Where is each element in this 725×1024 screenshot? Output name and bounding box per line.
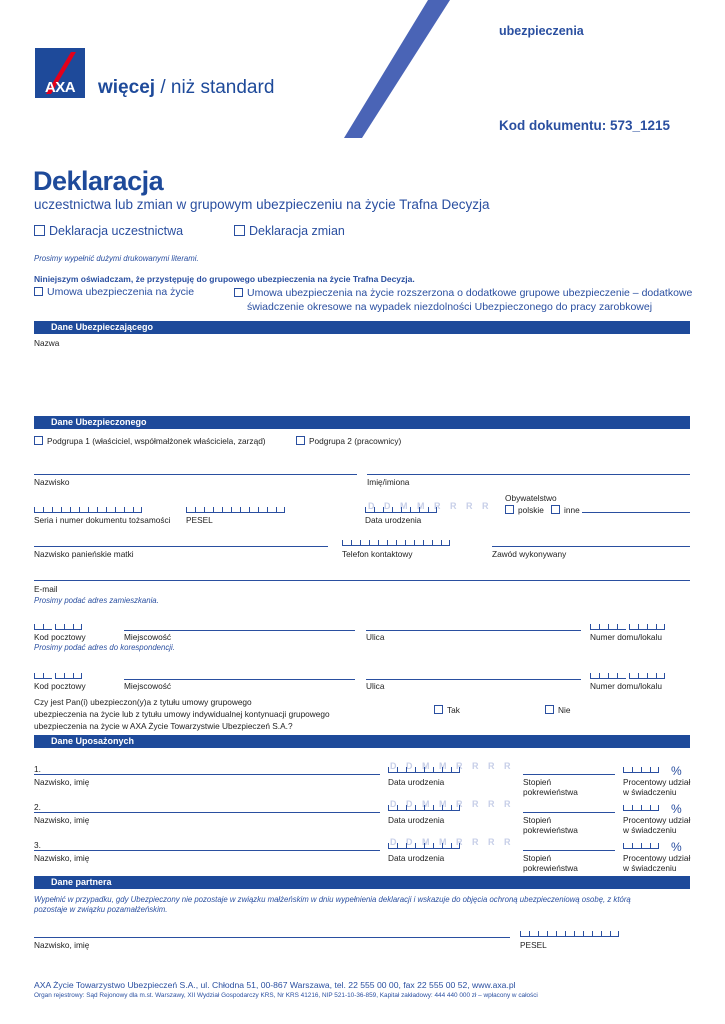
hint-correspondence-address: Prosimy podać adres do korespondencji. bbox=[34, 643, 175, 652]
char-box[interactable] bbox=[414, 540, 423, 546]
char-box[interactable] bbox=[61, 507, 70, 513]
char-box[interactable] bbox=[433, 805, 442, 811]
checkbox[interactable] bbox=[34, 436, 43, 445]
footer-registry: Organ rejestrowy: Sąd Rejonowy dla m.st. Warszawy, XII Wydział Gospodarczy KRS, Nr KRS 41216, NIP 521-10-36-859, Kapitał zakładowy: 444 440 000 zł – wpłacony w całości bbox=[34, 992, 538, 999]
footer-company: AXA Życie Towarzystwo Ubezpieczeń S.A., ul. Chłodna 51, 00-867 Warszawa, tel. 22 555 00 00, fax 22 555 00 52, www.axa.pl bbox=[34, 980, 516, 990]
first-names-label: Imię/imiona bbox=[367, 477, 410, 487]
char-box[interactable] bbox=[222, 507, 231, 513]
char-box[interactable] bbox=[433, 767, 442, 773]
char-box[interactable] bbox=[632, 805, 641, 811]
category-label: ubezpieczenia bbox=[499, 24, 584, 38]
char-box[interactable] bbox=[451, 843, 460, 849]
char-box[interactable] bbox=[617, 673, 626, 679]
char-box[interactable] bbox=[258, 507, 267, 513]
hint-residence-address: Prosimy podać adres zamieszkania. bbox=[34, 596, 159, 605]
char-box[interactable] bbox=[70, 507, 79, 513]
char-box[interactable] bbox=[397, 805, 406, 811]
section-header-insured: Dane Ubezpieczonego bbox=[34, 416, 690, 429]
citizenship-other-field[interactable] bbox=[582, 512, 690, 513]
char-box[interactable] bbox=[55, 673, 64, 679]
section-header-partner: Dane partnera bbox=[34, 876, 690, 889]
char-box[interactable] bbox=[565, 931, 574, 937]
axa-logo-text: AXA bbox=[44, 79, 76, 96]
char-box[interactable] bbox=[442, 805, 451, 811]
option-label: polskie bbox=[518, 505, 544, 515]
section-header-beneficiaries: Dane Uposażonych bbox=[34, 735, 690, 748]
citizenship-polish-option[interactable] bbox=[505, 505, 544, 515]
char-box[interactable] bbox=[529, 931, 538, 937]
beneficiary-share-boxes[interactable] bbox=[623, 767, 659, 774]
corr-postcode-label: Kod pocztowy bbox=[34, 681, 86, 691]
beneficiary-name-label: Nazwisko, imię bbox=[34, 853, 90, 863]
char-box[interactable] bbox=[79, 507, 88, 513]
char-box[interactable] bbox=[610, 931, 619, 937]
char-box[interactable] bbox=[369, 540, 378, 546]
maiden-name-field[interactable] bbox=[34, 546, 328, 547]
char-box[interactable] bbox=[401, 507, 410, 513]
pesel-boxes[interactable] bbox=[186, 507, 285, 514]
char-box[interactable] bbox=[592, 931, 601, 937]
street-field[interactable] bbox=[366, 630, 581, 631]
decl-option-participation[interactable] bbox=[34, 224, 183, 238]
page-subtitle: uczestnictwa lub zmian w grupowym ubezpieczeniu na życie Trafna Decyzja bbox=[34, 197, 490, 212]
char-box[interactable] bbox=[231, 507, 240, 513]
street-label: Ulica bbox=[366, 632, 385, 642]
hint-capitals: Prosimy wypełnić dużymi drukowanymi literami. bbox=[34, 254, 199, 263]
share-line: w świadczeniu bbox=[623, 787, 677, 797]
beneficiary-birth-date-boxes[interactable] bbox=[388, 805, 460, 812]
beneficiary-name-field[interactable] bbox=[34, 850, 380, 851]
kinship-line: pokrewieństwa bbox=[523, 863, 578, 873]
char-box[interactable] bbox=[650, 843, 659, 849]
char-box[interactable] bbox=[538, 931, 547, 937]
beneficiary-date-placeholder: D D M M R R R R bbox=[390, 761, 514, 771]
birth-date-placeholder: D D M M R R R R bbox=[368, 501, 492, 511]
char-box[interactable] bbox=[383, 507, 392, 513]
beneficiary-date-placeholder: D D M M R R R R bbox=[390, 799, 514, 809]
char-box[interactable] bbox=[97, 507, 106, 513]
char-box[interactable] bbox=[556, 931, 565, 937]
share-line: w świadczeniu bbox=[623, 825, 677, 835]
char-box[interactable] bbox=[133, 507, 142, 513]
char-box[interactable] bbox=[388, 843, 397, 849]
char-box[interactable] bbox=[583, 931, 592, 937]
house-number-boxes[interactable] bbox=[590, 624, 665, 631]
axa-logo-icon bbox=[35, 48, 85, 98]
option-label: Deklaracja zmian bbox=[249, 224, 345, 238]
char-box[interactable] bbox=[433, 843, 442, 849]
char-box[interactable] bbox=[115, 507, 124, 513]
id-number-boxes[interactable] bbox=[34, 507, 142, 514]
subgroup-2-option[interactable] bbox=[296, 436, 401, 446]
beneficiary-number: 1. bbox=[34, 764, 41, 774]
beneficiary-kinship-field[interactable] bbox=[523, 774, 615, 775]
option-label: Umowa ubezpieczenia na życie rozszerzona o dodatkowe grupowe ubezpieczenie – dodatkowe świadczenie okresowe na wypadek niezdolności Ubezpieczonego do pracy zarobkowej bbox=[247, 287, 693, 313]
beneficiary-name-field[interactable] bbox=[34, 774, 380, 775]
char-box[interactable] bbox=[617, 624, 626, 630]
char-box[interactable] bbox=[424, 805, 433, 811]
char-box[interactable] bbox=[55, 624, 64, 630]
option-label: Umowa ubezpieczenia na życie bbox=[47, 286, 195, 298]
beneficiary-date-placeholder: D D M M R R R R bbox=[390, 837, 514, 847]
char-box[interactable] bbox=[64, 624, 73, 630]
char-box[interactable] bbox=[52, 507, 61, 513]
share-line: w świadczeniu bbox=[623, 863, 677, 873]
beneficiary-name-label: Nazwisko, imię bbox=[34, 815, 90, 825]
city-label: Miejscowość bbox=[124, 632, 172, 642]
corr-house-number-label: Numer domu/lokalu bbox=[590, 681, 662, 691]
char-box[interactable] bbox=[397, 843, 406, 849]
char-box[interactable] bbox=[406, 767, 415, 773]
first-names-field[interactable] bbox=[367, 474, 690, 475]
city-field[interactable] bbox=[124, 630, 355, 631]
char-box[interactable] bbox=[599, 624, 608, 630]
corr-street-field[interactable] bbox=[366, 679, 581, 680]
char-box[interactable] bbox=[647, 624, 656, 630]
question-line: ubezpieczenia na życie w AXA Życie Towarzystwie Ubezpieczeń S.A.? bbox=[34, 721, 293, 731]
char-box[interactable] bbox=[106, 507, 115, 513]
checkbox[interactable] bbox=[434, 705, 443, 714]
share-line: Procentowy udział bbox=[623, 815, 691, 825]
char-box[interactable] bbox=[387, 540, 396, 546]
checkbox[interactable] bbox=[545, 705, 554, 714]
char-box[interactable] bbox=[451, 767, 460, 773]
char-box[interactable] bbox=[629, 624, 638, 630]
char-box[interactable] bbox=[378, 540, 387, 546]
surname-label: Nazwisko bbox=[34, 477, 70, 487]
checkbox[interactable] bbox=[296, 436, 305, 445]
corr-street-label: Ulica bbox=[366, 681, 385, 691]
option-label: Nie bbox=[558, 705, 571, 715]
char-box[interactable] bbox=[590, 673, 599, 679]
char-box[interactable] bbox=[641, 843, 650, 849]
char-box[interactable] bbox=[638, 624, 647, 630]
char-box[interactable] bbox=[406, 805, 415, 811]
axa-logo bbox=[35, 48, 85, 98]
beneficiary-kinship-label bbox=[523, 815, 578, 835]
corr-house-number-boxes[interactable] bbox=[590, 673, 665, 680]
char-box[interactable] bbox=[623, 767, 632, 773]
char-box[interactable] bbox=[43, 673, 52, 679]
partner-name-label: Nazwisko, imię bbox=[34, 940, 90, 950]
char-box[interactable] bbox=[623, 805, 632, 811]
checkbox[interactable] bbox=[505, 505, 514, 514]
char-box[interactable] bbox=[410, 507, 419, 513]
percent-sign: % bbox=[671, 764, 682, 778]
char-box[interactable] bbox=[590, 624, 599, 630]
tagline bbox=[98, 77, 274, 99]
beneficiary-share-label bbox=[623, 853, 690, 873]
email-field[interactable] bbox=[34, 580, 690, 581]
char-box[interactable] bbox=[351, 540, 360, 546]
beneficiary-birth-date-label: Data urodzenia bbox=[388, 777, 445, 787]
checkbox[interactable] bbox=[551, 505, 560, 514]
option-label: Tak bbox=[447, 705, 460, 715]
partner-name-field[interactable] bbox=[34, 937, 510, 938]
char-box[interactable] bbox=[342, 540, 351, 546]
char-box[interactable] bbox=[599, 673, 608, 679]
checkbox[interactable] bbox=[34, 287, 43, 296]
kinship-line: Stopień bbox=[523, 853, 552, 863]
char-box[interactable] bbox=[632, 843, 641, 849]
char-box[interactable] bbox=[442, 843, 451, 849]
corr-postcode-boxes[interactable] bbox=[34, 673, 82, 680]
beneficiary-birth-date-boxes[interactable] bbox=[388, 767, 460, 774]
char-box[interactable] bbox=[392, 507, 401, 513]
corr-city-label: Miejscowość bbox=[124, 681, 172, 691]
char-box[interactable] bbox=[656, 624, 665, 630]
email-label: E-mail bbox=[34, 584, 58, 594]
char-box[interactable] bbox=[388, 805, 397, 811]
char-box[interactable] bbox=[195, 507, 204, 513]
char-box[interactable] bbox=[419, 507, 428, 513]
beneficiary-kinship-label bbox=[523, 777, 578, 797]
char-box[interactable] bbox=[415, 805, 424, 811]
option-label: Podgrupa 2 (pracownicy) bbox=[309, 436, 402, 446]
beneficiary-birth-date-label: Data urodzenia bbox=[388, 815, 445, 825]
beneficiary-number: 2. bbox=[34, 802, 41, 812]
char-box[interactable] bbox=[267, 507, 276, 513]
postcode-boxes[interactable] bbox=[34, 624, 82, 631]
option-label: Deklaracja uczestnictwa bbox=[49, 224, 184, 238]
beneficiary-name-field[interactable] bbox=[34, 812, 380, 813]
diagonal-stripe bbox=[340, 0, 460, 140]
char-box[interactable] bbox=[360, 540, 369, 546]
char-box[interactable] bbox=[424, 767, 433, 773]
char-box[interactable] bbox=[441, 540, 450, 546]
char-box[interactable] bbox=[601, 931, 610, 937]
checkbox[interactable] bbox=[34, 225, 45, 236]
section-header-insurer: Dane Ubezpieczającego bbox=[34, 321, 690, 334]
char-box[interactable] bbox=[34, 624, 43, 630]
postcode-label: Kod pocztowy bbox=[34, 632, 86, 642]
char-box[interactable] bbox=[641, 767, 650, 773]
char-box[interactable] bbox=[124, 507, 133, 513]
char-box[interactable] bbox=[623, 843, 632, 849]
char-box[interactable] bbox=[647, 673, 656, 679]
beneficiary-number: 3. bbox=[34, 840, 41, 850]
char-box[interactable] bbox=[405, 540, 414, 546]
char-box[interactable] bbox=[451, 805, 460, 811]
checkbox[interactable] bbox=[234, 288, 243, 297]
char-box[interactable] bbox=[249, 507, 258, 513]
hint-line: pozostaje w związku pozamałżeńskim. bbox=[34, 905, 168, 914]
surname-field[interactable] bbox=[34, 474, 357, 475]
char-box[interactable] bbox=[240, 507, 249, 513]
occupation-field[interactable] bbox=[492, 546, 690, 547]
char-box[interactable] bbox=[608, 673, 617, 679]
statement: Niniejszym oświadczam, że przystępuję do grupowego ubezpieczenia na życie Trafna Decyzja. bbox=[34, 274, 415, 284]
char-box[interactable] bbox=[415, 767, 424, 773]
beneficiary-share-boxes[interactable] bbox=[623, 843, 659, 850]
document-code: Kod dokumentu: 573_1215 bbox=[499, 118, 671, 133]
char-box[interactable] bbox=[650, 805, 659, 811]
beneficiary-birth-date-label: Data urodzenia bbox=[388, 853, 445, 863]
option-label: inne bbox=[564, 505, 580, 515]
beneficiary-share-label bbox=[623, 777, 690, 797]
phone-label: Telefon kontaktowy bbox=[342, 549, 413, 559]
kinship-line: pokrewieństwa bbox=[523, 787, 578, 797]
partner-pesel-label: PESEL bbox=[520, 940, 547, 950]
char-box[interactable] bbox=[73, 624, 82, 630]
char-box[interactable] bbox=[629, 673, 638, 679]
beneficiary-kinship-field[interactable] bbox=[523, 812, 615, 813]
occupation-label: Zawód wykonywany bbox=[492, 549, 567, 559]
char-box[interactable] bbox=[213, 507, 222, 513]
char-box[interactable] bbox=[432, 540, 441, 546]
partner-pesel-boxes[interactable] bbox=[520, 931, 619, 938]
maiden-name-label: Nazwisko panieńskie matki bbox=[34, 549, 134, 559]
char-box[interactable] bbox=[638, 673, 647, 679]
char-box[interactable] bbox=[276, 507, 285, 513]
char-box[interactable] bbox=[374, 507, 383, 513]
beneficiary-birth-date-boxes[interactable] bbox=[388, 843, 460, 850]
char-box[interactable] bbox=[388, 767, 397, 773]
kinship-line: Stopień bbox=[523, 815, 552, 825]
decl-option-changes[interactable] bbox=[234, 224, 345, 238]
char-box[interactable] bbox=[424, 843, 433, 849]
beneficiary-share-boxes[interactable] bbox=[623, 805, 659, 812]
id-series-label: Seria i numer dokumentu tożsamości bbox=[34, 515, 171, 525]
citizenship-other-option[interactable] bbox=[551, 505, 580, 515]
checkbox[interactable] bbox=[234, 225, 245, 236]
partner-hint bbox=[34, 895, 631, 915]
percent-sign: % bbox=[671, 840, 682, 854]
pesel-label: PESEL bbox=[186, 515, 213, 525]
char-box[interactable] bbox=[34, 673, 43, 679]
answer-no-option[interactable] bbox=[545, 705, 570, 715]
citizenship-label: Obywatelstwo bbox=[505, 493, 557, 503]
char-box[interactable] bbox=[520, 931, 529, 937]
char-box[interactable] bbox=[650, 767, 659, 773]
char-box[interactable] bbox=[632, 767, 641, 773]
insurer-name-label: Nazwa bbox=[34, 338, 60, 348]
char-box[interactable] bbox=[186, 507, 195, 513]
char-box[interactable] bbox=[656, 673, 665, 679]
char-box[interactable] bbox=[641, 805, 650, 811]
share-line: Procentowy udział bbox=[623, 777, 691, 787]
corr-city-field[interactable] bbox=[124, 679, 355, 680]
beneficiary-kinship-field[interactable] bbox=[523, 850, 615, 851]
char-box[interactable] bbox=[397, 767, 406, 773]
house-number-label: Numer domu/lokalu bbox=[590, 632, 662, 642]
char-box[interactable] bbox=[396, 540, 405, 546]
char-box[interactable] bbox=[442, 767, 451, 773]
char-box[interactable] bbox=[43, 624, 52, 630]
beneficiary-share-label bbox=[623, 815, 690, 835]
char-box[interactable] bbox=[415, 843, 424, 849]
option-label: Podgrupa 1 (właściciel, współmałżonek właściciela, zarząd) bbox=[47, 436, 266, 446]
subgroup-1-option[interactable] bbox=[34, 436, 266, 446]
char-box[interactable] bbox=[365, 507, 374, 513]
tagline-bold: więcej bbox=[98, 77, 156, 98]
char-box[interactable] bbox=[43, 507, 52, 513]
kinship-line: Stopień bbox=[523, 777, 552, 787]
tagline-rest: niż standard bbox=[170, 77, 275, 98]
hint-line: Wypełnić w przypadku, gdy Ubezpieczony nie pozostaje w związku małżeńskim w dniu wypełnienia deklaracji i wskazuje do objęcia ochroną ubezpieczeniową osobę, z którą bbox=[34, 895, 631, 904]
existing-insurance-question bbox=[34, 696, 330, 732]
share-line: Procentowy udział bbox=[623, 853, 691, 863]
phone-boxes[interactable] bbox=[342, 540, 450, 547]
char-box[interactable] bbox=[88, 507, 97, 513]
question-line: Czy jest Pan(i) ubezpieczon(y)a z tytułu umowy grupowego bbox=[34, 697, 252, 707]
contract-option-life[interactable] bbox=[34, 286, 194, 298]
char-box[interactable] bbox=[608, 624, 617, 630]
tagline-slash: / bbox=[160, 77, 166, 98]
char-box[interactable] bbox=[428, 507, 437, 513]
char-box[interactable] bbox=[204, 507, 213, 513]
char-box[interactable] bbox=[73, 673, 82, 679]
percent-sign: % bbox=[671, 802, 682, 816]
page-title: Deklaracja bbox=[33, 166, 164, 196]
char-box[interactable] bbox=[574, 931, 583, 937]
answer-yes-option[interactable] bbox=[434, 705, 460, 715]
birth-date-boxes[interactable] bbox=[365, 507, 437, 514]
char-box[interactable] bbox=[547, 931, 556, 937]
char-box[interactable] bbox=[423, 540, 432, 546]
char-box[interactable] bbox=[406, 843, 415, 849]
char-box[interactable] bbox=[64, 673, 73, 679]
birth-date-label: Data urodzenia bbox=[365, 515, 422, 525]
beneficiary-name-label: Nazwisko, imię bbox=[34, 777, 90, 787]
char-box[interactable] bbox=[34, 507, 43, 513]
contract-option-extended[interactable] bbox=[234, 286, 694, 314]
beneficiary-kinship-label bbox=[523, 853, 578, 873]
question-line: ubezpieczenia na życie lub z tytułu umowy indywidualnej kontynuacji grupowego bbox=[34, 709, 330, 719]
kinship-line: pokrewieństwa bbox=[523, 825, 578, 835]
